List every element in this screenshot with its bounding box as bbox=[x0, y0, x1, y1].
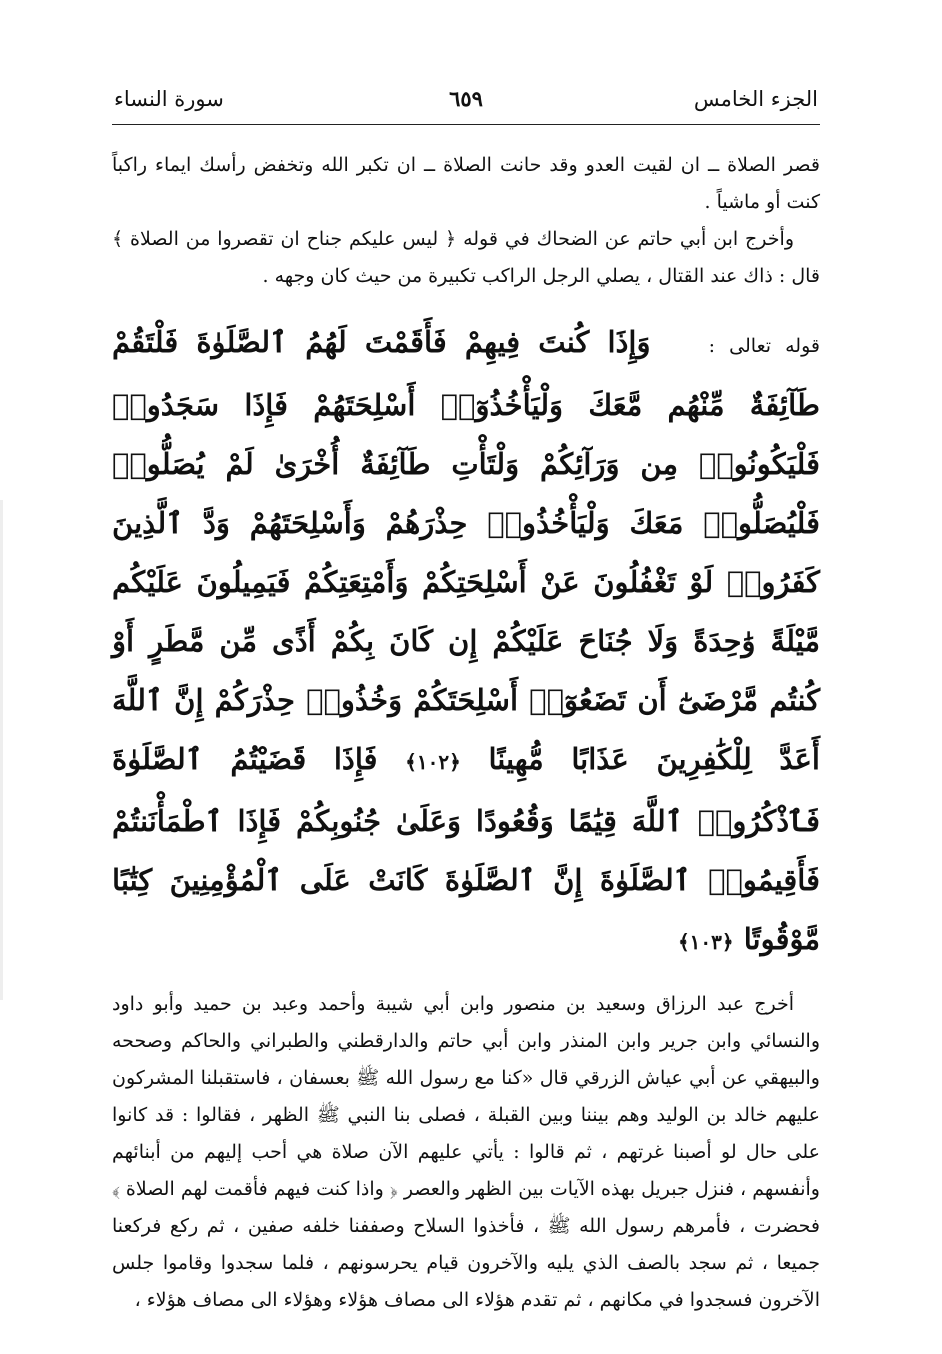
verse-marker-103: ﴿١٠٣﴾ bbox=[677, 930, 734, 954]
scan-margin-mark bbox=[0, 500, 3, 1000]
header-part: الجزء الخامس bbox=[693, 87, 818, 111]
header-surah: سورة النساء bbox=[114, 87, 224, 111]
verse-text-102: وَإِذَا كُنتَ فِيهِمْ فَأَقَمْتَ لَهُمُ ٱلصَّلَوٰةَ فَلْتَقُمْ طَآئِفَةٌ مِّنْهُم مَّعَكَ وَلْيَأْخُذُوٓا۟ أَسْلِحَتَهُمْ فَإِذَا سَجَدُوا۟ فَلْيَكُونُوا۟ مِن وَرَآئِكُمْ وَلْتَأْتِ طَآئِفَةٌ أُخْرَىٰ لَمْ يُصَلُّوا۟ فَلْيُصَلُّوا۟ مَعَكَ وَلْيَأْخُذُوا۟ حِذْرَهُمْ وَأَسْلِحَتَهُمْ وَدَّ ٱلَّذِينَ كَفَرُوا۟ لَوْ تَغْفُلُونَ عَنْ أَسْلِحَتِكُمْ وَأَمْتِعَتِكُمْ فَيَمِيلُونَ عَلَيْكُم مَّيْلَةً وَٰحِدَةً وَلَا جُنَاحَ عَلَيْكُمْ إِن كَانَ بِكُمْ أَذًى مِّن مَّطَرٍ أَوْ كُنتُم مَّرْضَىٰٓ أَن تَضَعُوٓا۟ أَسْلِحَتَكُمْ وَخُذُوا۟ حِذْرَكُمْ إِنَّ ٱللَّهَ أَعَدَّ لِلْكَٰفِرِينَ عَذَابًا مُّهِينًا bbox=[112, 325, 820, 776]
book-page bbox=[112, 80, 820, 1319]
verse-marker-102: ﴿١٠٢﴾ bbox=[405, 750, 461, 774]
header-page-number: ٦٥٩ bbox=[449, 86, 483, 111]
paragraph-3: أخرج عبد الرزاق وسعيد بن منصور وابن أبي شيبة وأحمد وعبد بن حميد وأبو داود والنسائي وابن جرير وابن المنذر وابن أبي حاتم والدارقطني والطبراني والحاكم وصححه والبيهقي عن أبي عياش الزرقي قال «كنا مع رسول الله ﷺ بعسفان ، فاستقبلنا المشركون عليهم خالد بن الوليد وهم بيننا وبين القبلة ، فصلى بنا النبي ﷺ الظهر ، فقالوا : قد كانوا على حال لو أصبنا غرتهم ، ثم قالوا : يأتي عليهم الآن صلاة هي أحب إليهم من أبنائهم وأنفسهم ، فنزل جبريل بهذه الآيات بين الظهر والعصر ﴿ واذا كنت فيهم فأقمت لهم الصلاة ﴾ فحضرت ، فأمرهم رسول الله ﷺ ، فأخذوا السلاح وصففنا خلفه صفين ، ثم ركع فركعنا جميعا ، ثم سجد بالصف الذي يليه والآخرون قيام يحرسونهم ، فلما سجدوا وقاموا جلس الآخرون فسجدوا في مكانهم ، ثم تقدم هؤلاء الى مصاف هؤلاء وهؤلاء الى مصاف هؤلاء ، bbox=[112, 993, 820, 1311]
page-header bbox=[112, 80, 820, 125]
paragraph-1: قصر الصلاة ــ ان لقيت العدو وقد حانت الصلاة ــ ان تكبر الله وتخفض رأسك ايماء راكباً كنت أو ماشياً . bbox=[112, 154, 820, 213]
verse-text-103: فَإِذَا قَضَيْتُمُ ٱلصَّلَوٰةَ فَٱذْكُرُوا۟ ٱللَّهَ قِيَٰمًا وَقُعُودًا وَعَلَىٰ جُنُوبِكُمْ فَإِذَا ٱطْمَأْنَنتُمْ فَأَقِيمُوا۟ ٱلصَّلَوٰةَ إِنَّ ٱلصَّلَوٰةَ كَانَتْ عَلَى ٱلْمُؤْمِنِينَ كِتَٰبًا مَّوْقُوتًا bbox=[112, 742, 820, 956]
quran-verse-block bbox=[112, 313, 820, 972]
verse-label: قوله تعالى : bbox=[708, 335, 820, 357]
paragraph-2: وأخرج ابن أبي حاتم عن الضحاك في قوله ﴿ ليس عليكم جناح ان تقصروا من الصلاة ﴾ قال : ذاك عند القتال ، يصلي الرجل الراكب تكبيرة من حيث كان وجهه . bbox=[112, 228, 820, 287]
